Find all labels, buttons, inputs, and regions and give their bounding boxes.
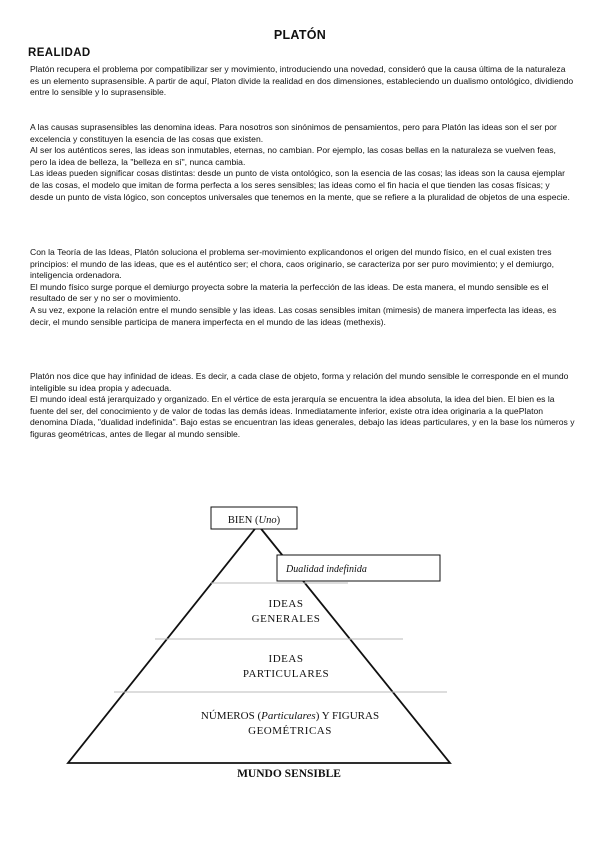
ideas-generales-line2: GENERALES	[251, 613, 321, 625]
section-heading: REALIDAD	[28, 47, 91, 59]
paragraph: Con la Teoría de las Ideas, Platón soluciona el problema ser-movimiento explicandonos el origen del mundo físico, en el cual existen tres principios: el mundo de las ideas, que es el auténtico ser; el chora, caos originario, se caracteriza por ser puro movimiento; y el demiurgo, inteligencia ordenadora.	[30, 247, 555, 281]
paragraph-block-1	[30, 64, 575, 99]
mundo-sensible-label: MUNDO SENSIBLE	[237, 768, 341, 780]
paragraph: A las causas suprasensibles las denomina ideas. Para nosotros son sinónimos de pensamientos, pero para Platón las ideas son el ser por excelencia y constituyen la esencia de las cosas que existen.	[30, 122, 557, 144]
bien-label: BIEN (Uno)	[227, 515, 281, 526]
paragraph-block-3	[30, 247, 575, 328]
ideas-pyramid-diagram	[0, 495, 600, 795]
paragraph: Platón nos dice que hay infinidad de ideas. Es decir, a cada clase de objeto, forma y relación del mundo sensible le corresponde en el mundo inteligible su idea propia y adecuada.	[30, 371, 569, 393]
ideas-particulares-line1: IDEAS	[268, 653, 304, 665]
paragraph: El mundo ideal está jerarquizado y organizado. En el vértice de esta jerarquía se encuentra la idea absoluta, la idea del bien. El bien es la fuente del ser, del conocimiento y de valor de todas las demás ideas. Inmediatamente inferior, existe otra idea originaria a la quePlaton denomina Díada, "dualidad indefinida". Bajo estas se encuentran las ideas generales, debajo las ideas particulares, y en la base los números y figuras geométricas, antes de llegar al mundo sensible.	[30, 394, 575, 439]
paragraph: El mundo físico surge porque el demiurgo proyecta sobre la materia la perfección de las ideas. De esta manera, el mundo sensible es el resultado de ser y no ser o movimiento.	[30, 281, 549, 304]
paragraph-block-4	[30, 371, 575, 441]
paragraph: A su vez, expone la relación entre el mundo sensible y las ideas. Las cosas sensibles imitan (mimesis) de manera imperfecta las ideas, es decir, el mundo sensible participa de manera imperfecta en el mundo de las ideas (methexis).	[30, 304, 557, 327]
paragraph: Las ideas pueden significar cosas distintas: desde un punto de vista ontológico, son la esencia de las cosas; las ideas son la causa ejemplar de las cosas, el modelo que imitan de forma perfecta a los seres sensibles; las ideas como el fin hacia el que tienden las cosas físicas; y desde un punto de vista lógico, son conceptos universales que tenemos en la mente, que se refiere a la pluralidad de objetos de una especie.	[30, 168, 570, 202]
paragraph-block-2	[30, 122, 575, 203]
ideas-particulares-line2: PARTICULARES	[242, 668, 330, 680]
ideas-generales-line1: IDEAS	[268, 598, 304, 610]
dualidad-label: Dualidad indefinida	[286, 564, 367, 575]
paragraph: Al ser los auténticos seres, las ideas son inmutables, eternas, no cambian. Por ejemplo, las cosas bellas en la naturaleza se vuelven feas, pero la idea de belleza, la "belleza en sí", nunca cambia.	[30, 145, 556, 167]
page-title: PLATÓN	[273, 28, 327, 42]
numeros-figuras-line1: NÚMEROS (Particulares) Y FIGURAS	[200, 710, 380, 722]
numeros-figuras-line2: GEOMÉTRICAS	[248, 725, 332, 737]
paragraph: Platón recupera el problema por compatibilizar ser y movimiento, introduciendo una novedad, consideró que la causa última de la naturaleza es un elemento suprasensible. A partir de aquí, Platon divide la realidad en dos dimensiones, estableciendo un dualismo ontológico, dividiendo entre lo sensible y lo suprasensible.	[30, 64, 574, 98]
